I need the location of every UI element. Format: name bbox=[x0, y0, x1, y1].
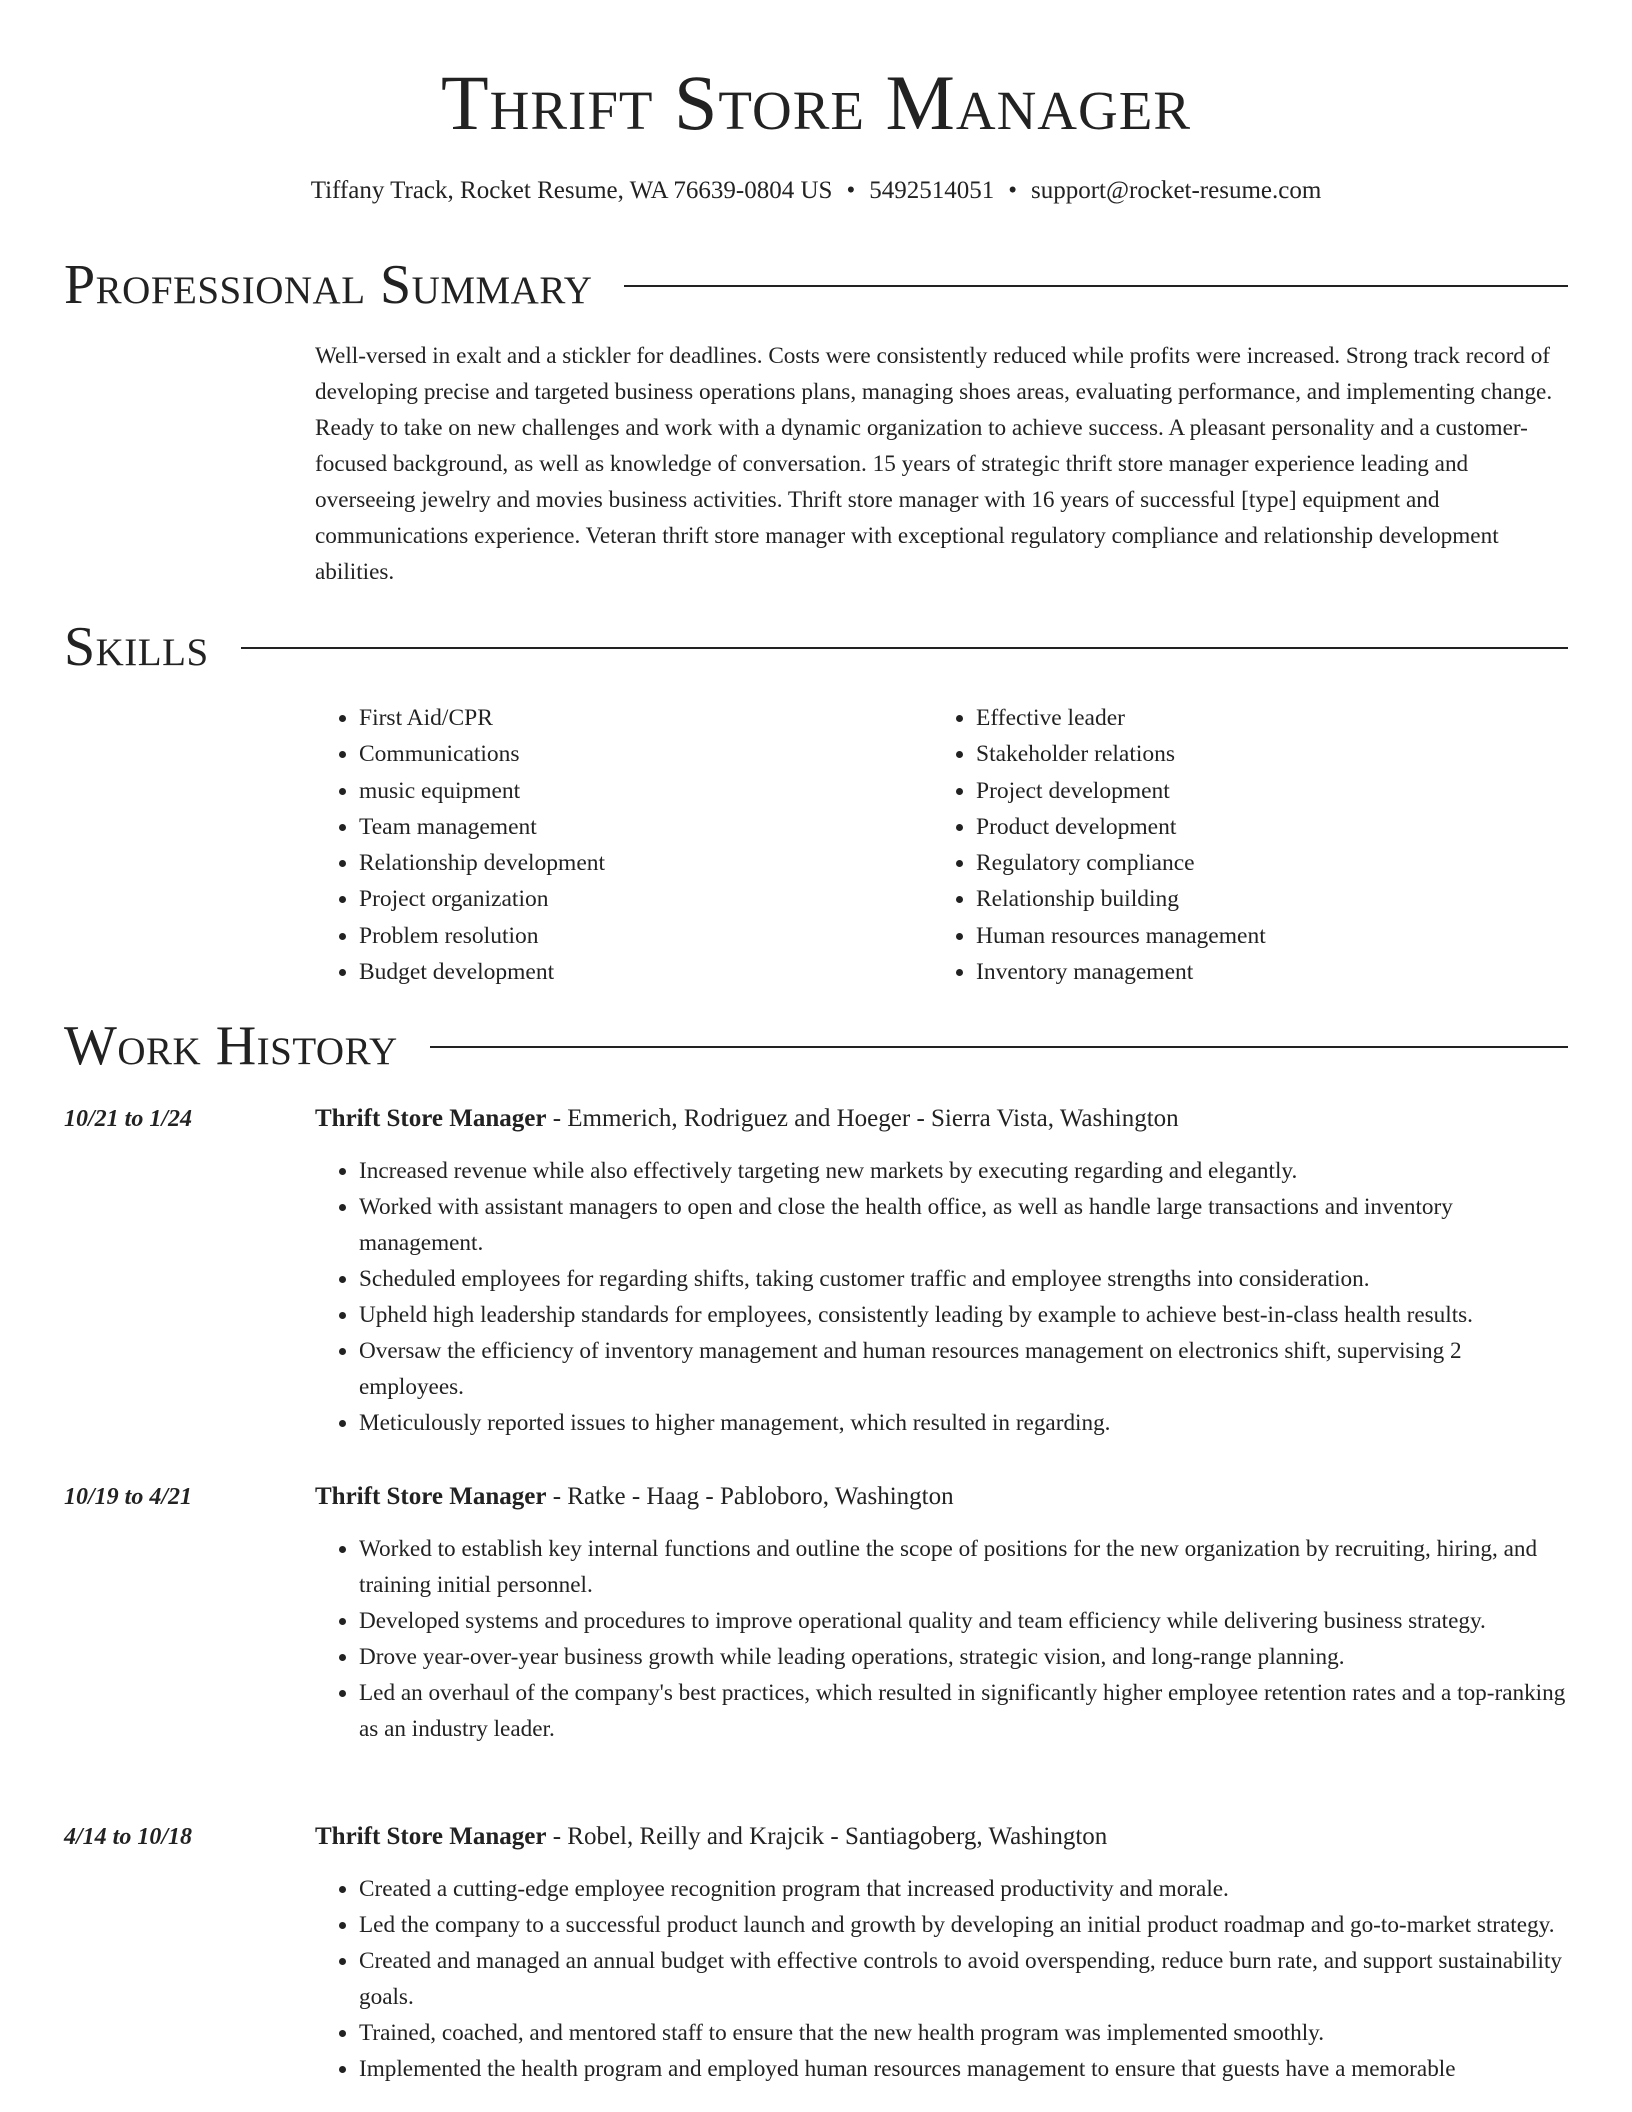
job-bullet: • Increased revenue while also effectively targeting new markets by executing regarding and elegantly. bbox=[359, 1153, 1570, 1189]
skill-item: • Project organization bbox=[359, 881, 919, 917]
job-dates: 10/21 to 1/24 bbox=[64, 1106, 193, 1132]
skills-heading: Skills bbox=[64, 616, 209, 678]
summary-section-heading bbox=[64, 251, 1568, 319]
job-bullet: • Implemented the health program and employed human resources management to ensure that guests have a memorable bbox=[359, 2051, 1570, 2087]
skill-item: • Inventory management bbox=[976, 954, 1536, 990]
job-bullet: • Upheld high leadership standards for employees, consistently leading by example to achieve best-in-class health results. bbox=[359, 1297, 1570, 1333]
job-bullet: • Created and managed an annual budget with effective controls to avoid overspending, reduce burn rate, and support sustainability goals. bbox=[359, 1943, 1570, 2015]
job-bullet: • Worked to establish key internal functions and outline the scope of positions for the new organization by recruiting, hiring, and training initial personnel. bbox=[359, 1531, 1570, 1603]
job-bullets bbox=[315, 1531, 1570, 1747]
skill-item: • Team management bbox=[359, 809, 919, 845]
job-heading bbox=[315, 1819, 1570, 1855]
contact-separator: • bbox=[1008, 177, 1017, 204]
skill-item: • Communications bbox=[359, 736, 919, 772]
skill-item: • music equipment bbox=[359, 773, 919, 809]
job-employer-location: - Robel, Reilly and Krajcik - Santiagoberg, Washington bbox=[546, 1823, 1108, 1850]
job-dates: 4/14 to 10/18 bbox=[64, 1824, 193, 1850]
job-title: Thrift Store Manager bbox=[315, 1105, 547, 1132]
skills-list-left bbox=[315, 700, 919, 990]
job-bullet: • Oversaw the efficiency of inventory management and human resources management on electronics shift, supervising 2 employees. bbox=[359, 1333, 1570, 1405]
work-history-heading: Work History bbox=[64, 1015, 398, 1077]
job-bullets bbox=[315, 1871, 1570, 2087]
job-bullet: • Developed systems and procedures to improve operational quality and team efficiency while delivering business strategy. bbox=[359, 1603, 1570, 1639]
contact-phone: 5492514051 bbox=[869, 177, 995, 204]
job-heading bbox=[315, 1101, 1570, 1137]
work-history-section-heading bbox=[64, 1012, 1568, 1080]
job-bullet: • Worked with assistant managers to open and close the health office, as well as handle large transactions and inventory management. bbox=[359, 1189, 1570, 1261]
job-bullet: • Led the company to a successful product launch and growth by developing an initial product roadmap and go-to-market strategy. bbox=[359, 1907, 1570, 1943]
skill-item: • Stakeholder relations bbox=[976, 736, 1536, 772]
skill-item: • Human resources management bbox=[976, 918, 1536, 954]
job-bullet: • Drove year-over-year business growth while leading operations, strategic vision, and long-range planning. bbox=[359, 1639, 1570, 1675]
skill-item: • Effective leader bbox=[976, 700, 1536, 736]
skill-item: • Relationship building bbox=[976, 881, 1536, 917]
skill-item: • Problem resolution bbox=[359, 918, 919, 954]
skills-list-right bbox=[932, 700, 1536, 990]
job-title: Thrift Store Manager bbox=[315, 1483, 547, 1510]
section-divider bbox=[430, 1046, 1568, 1048]
job-employer-location: - Ratke - Haag - Pabloboro, Washington bbox=[546, 1483, 954, 1510]
contact-email: support@rocket-resume.com bbox=[1031, 177, 1322, 204]
skill-item: • First Aid/CPR bbox=[359, 700, 919, 736]
summary-text: Well-versed in exalt and a stickler for deadlines. Costs were consistently reduced while profits were increased. Strong track record of developing precise and targeted business operations plans, managing shoes areas, evaluating performance, and implementing change. Ready to take on new challenges and work with a dynamic organization to achieve success. A pleasant personality and a customer-focused background, as well as knowledge of conversation. 15 years of strategic thrift store manager experience leading and overseeing jewelry and movies business activities. Thrift store manager with 16 years of successful [type] equipment and communications experience. Veteran thrift store manager with exceptional regulatory compliance and relationship development abilities. bbox=[315, 343, 1553, 585]
section-divider bbox=[624, 285, 1568, 287]
resume-title: Thrift Store Manager bbox=[440, 59, 1192, 146]
job-bullet: • Created a cutting-edge employee recognition program that increased productivity and morale. bbox=[359, 1871, 1570, 1907]
contact-line bbox=[0, 174, 1632, 208]
summary-heading: Professional Summary bbox=[64, 254, 593, 316]
job-bullets bbox=[315, 1153, 1570, 1441]
skill-item: • Project development bbox=[976, 773, 1536, 809]
job-heading bbox=[315, 1479, 1570, 1515]
job-bullet: • Meticulously reported issues to higher management, which resulted in regarding. bbox=[359, 1405, 1570, 1441]
job-dates: 10/19 to 4/21 bbox=[64, 1484, 193, 1510]
contact-separator: • bbox=[846, 177, 856, 204]
skill-item: • Relationship development bbox=[359, 845, 919, 881]
skill-item: • Budget development bbox=[359, 954, 919, 990]
contact-address: Tiffany Track, Rocket Resume, WA 76639-0804 US bbox=[310, 177, 833, 204]
section-divider bbox=[241, 647, 1568, 649]
job-bullet: • Scheduled employees for regarding shifts, taking customer traffic and employee strengths into consideration. bbox=[359, 1261, 1570, 1297]
skill-item: • Product development bbox=[976, 809, 1536, 845]
job-title: Thrift Store Manager bbox=[315, 1823, 547, 1850]
skills-section-heading bbox=[64, 613, 1568, 681]
job-employer-location: - Emmerich, Rodriguez and Hoeger - Sierra Vista, Washington bbox=[546, 1105, 1179, 1132]
job-bullet: • Trained, coached, and mentored staff to ensure that the new health program was implemented smoothly. bbox=[359, 2015, 1570, 2051]
skill-item: • Regulatory compliance bbox=[976, 845, 1536, 881]
job-bullet: • Led an overhaul of the company's best practices, which resulted in significantly higher employee retention rates and a top-ranking as an industry leader. bbox=[359, 1675, 1570, 1747]
